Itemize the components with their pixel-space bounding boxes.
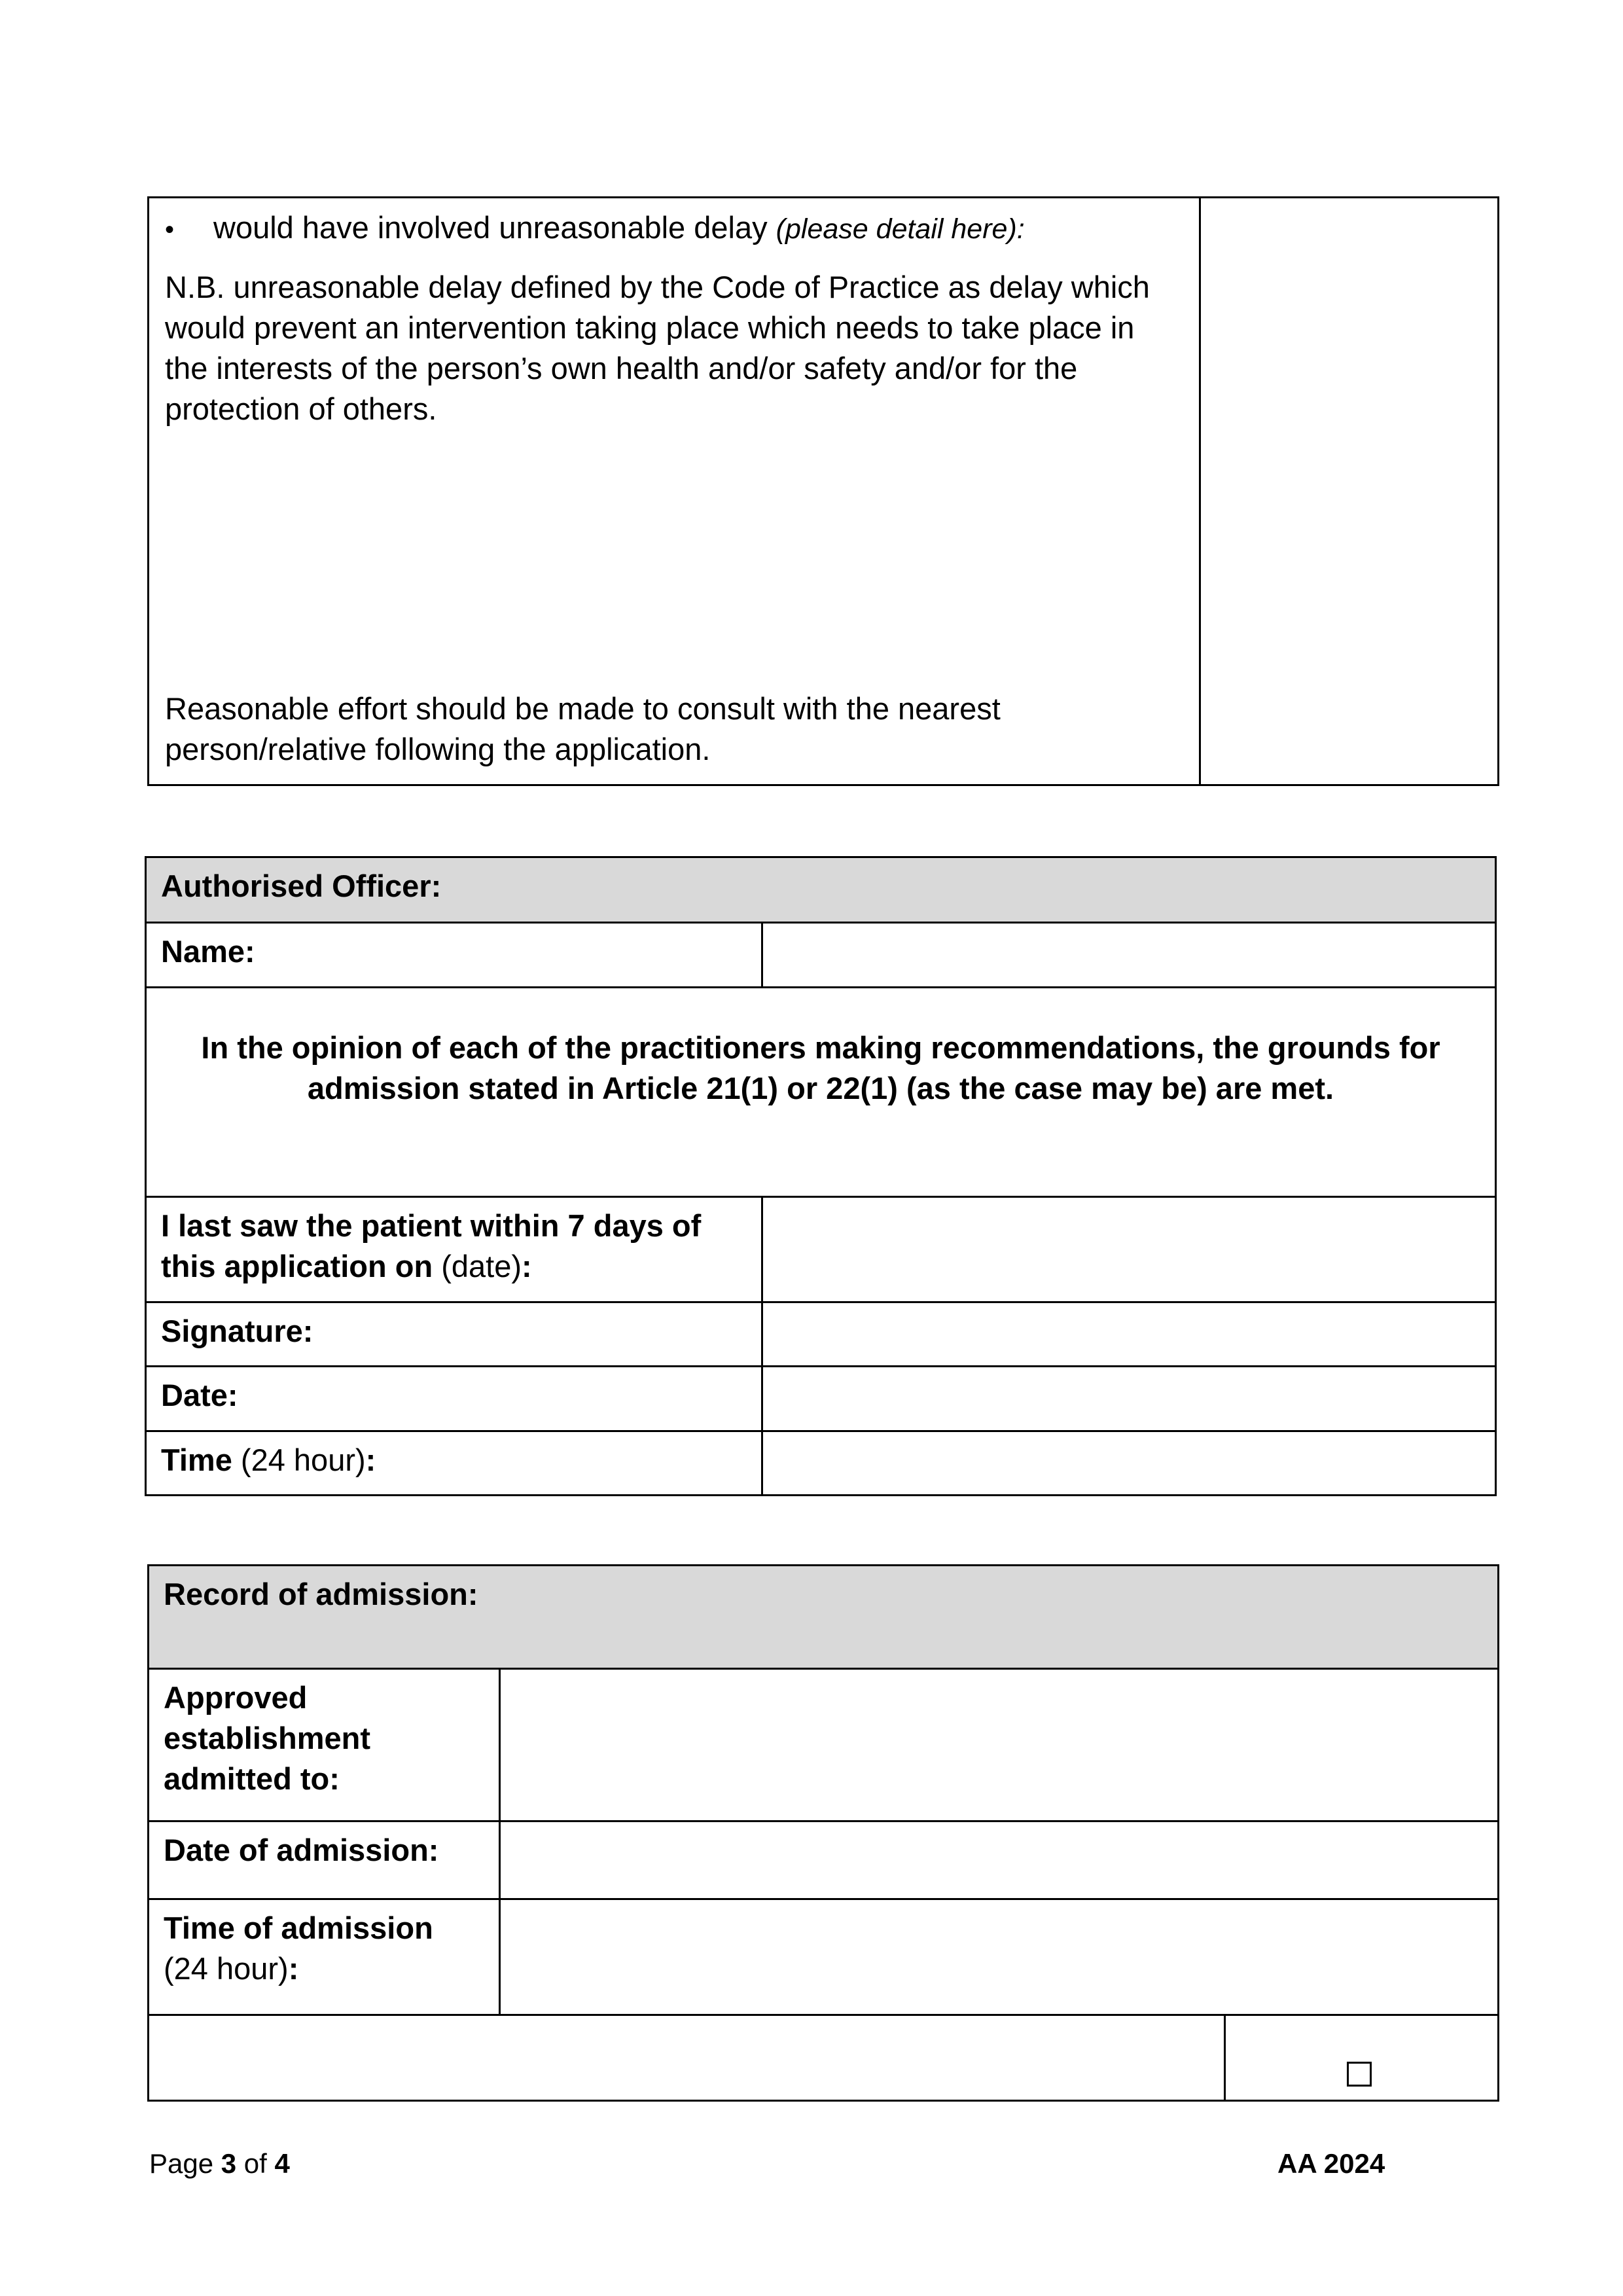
nb-text: N.B. unreasonable delay defined by the Code of Practice as delay which would prevent an intervention taking place which needs to take place in the interests of the person’s own health and/or safety and/or for the protection of others. bbox=[165, 270, 1150, 426]
delay-detail-input[interactable] bbox=[1200, 198, 1499, 785]
date-label: Date: bbox=[161, 1378, 238, 1412]
authorised-officer-table bbox=[145, 856, 1497, 1496]
form-code: AA 2024 bbox=[1277, 2148, 1385, 2179]
time-label-cell bbox=[146, 1431, 762, 1496]
page-total: 4 bbox=[274, 2148, 290, 2179]
time-suffix: (24 hour) bbox=[240, 1443, 366, 1477]
opinion-cell bbox=[146, 988, 1496, 1197]
record-title: Record of admission: bbox=[164, 1577, 478, 1611]
bullet-item bbox=[165, 207, 1185, 250]
unreasonable-delay-table bbox=[147, 196, 1499, 786]
delay-detail-cell bbox=[149, 198, 1200, 785]
page-number bbox=[149, 2148, 290, 2179]
admission-date-input[interactable] bbox=[500, 1821, 1499, 1899]
confirmation-text-cell bbox=[149, 2015, 1225, 2101]
last-saw-colon: : bbox=[522, 1249, 532, 1283]
admission-time-label: Time of admission bbox=[164, 1910, 433, 1945]
time-input[interactable] bbox=[762, 1431, 1496, 1496]
establishment-label-cell bbox=[149, 1669, 500, 1821]
time-label: Time bbox=[161, 1443, 232, 1477]
bullet-icon: • bbox=[165, 215, 175, 244]
last-saw-label-cell bbox=[146, 1197, 762, 1302]
authorised-officer-header bbox=[146, 857, 1496, 923]
last-saw-date-input[interactable] bbox=[762, 1197, 1496, 1302]
bullet-note: (please detail here): bbox=[776, 213, 1025, 245]
bullet-text: would have involved unreasonable delay bbox=[213, 210, 768, 245]
date-input[interactable] bbox=[762, 1367, 1496, 1431]
admission-time-suffix: (24 hour) bbox=[164, 1951, 289, 1986]
of-word: of bbox=[243, 2148, 267, 2179]
confirmation-checkbox-cell bbox=[1225, 2015, 1499, 2101]
signature-label-cell bbox=[146, 1302, 762, 1367]
admission-date-label: Date of admission: bbox=[164, 1833, 439, 1867]
last-saw-suffix: (date) bbox=[441, 1249, 522, 1283]
confirmation-checkbox[interactable] bbox=[1347, 2062, 1372, 2087]
admission-time-label-cell bbox=[149, 1899, 500, 2015]
last-saw-label: I last saw the patient within 7 days of this application on bbox=[161, 1208, 702, 1283]
page-word: Page bbox=[149, 2148, 214, 2179]
establishment-input[interactable] bbox=[500, 1669, 1499, 1821]
date-label-cell bbox=[146, 1367, 762, 1431]
record-header bbox=[149, 1566, 1499, 1669]
admission-time-colon: : bbox=[288, 1951, 299, 1986]
authorised-officer-title: Authorised Officer: bbox=[161, 869, 442, 903]
name-input[interactable] bbox=[762, 923, 1496, 988]
admission-time-input[interactable] bbox=[500, 1899, 1499, 2015]
reasonable-effort-text: Reasonable effort should be made to consult with the nearest person/relative following the application. bbox=[165, 691, 1001, 766]
opinion-statement: In the opinion of each of the practitioners making recommendations, the grounds for admission stated in Article 21(1) or 22(1) (as the case may be) are met. bbox=[201, 1030, 1440, 1105]
establishment-label: Approved establishment admitted to: bbox=[164, 1680, 371, 1796]
name-label-cell bbox=[146, 923, 762, 988]
admission-date-label-cell bbox=[149, 1821, 500, 1899]
page-current: 3 bbox=[221, 2148, 237, 2179]
signature-label: Signature: bbox=[161, 1314, 313, 1348]
signature-input[interactable] bbox=[762, 1302, 1496, 1367]
record-of-admission-table bbox=[147, 1564, 1499, 2102]
time-colon: : bbox=[365, 1443, 376, 1477]
name-label: Name: bbox=[161, 934, 255, 969]
